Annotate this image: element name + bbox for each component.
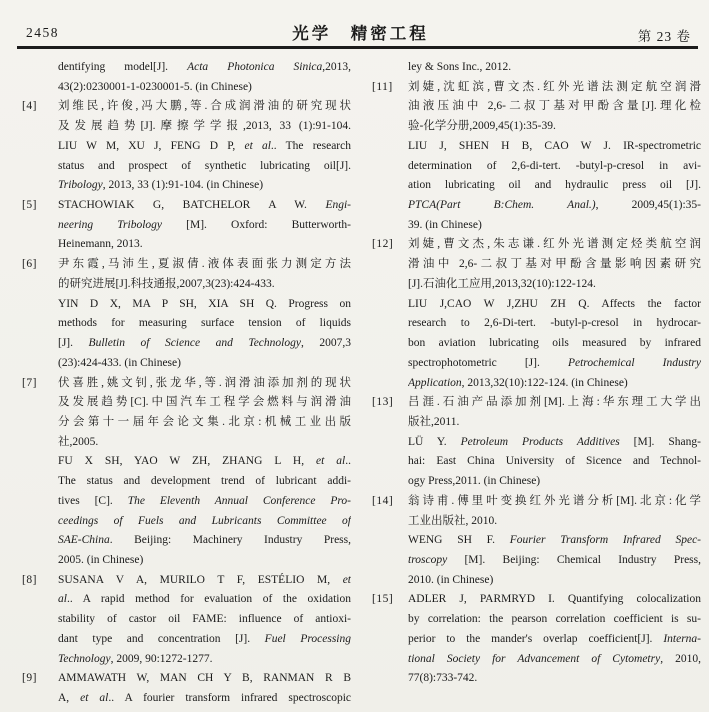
header-rule [17, 46, 698, 49]
reference-number [372, 669, 408, 689]
reference-text: LIU J, SHEN H B, CAO W J. IR-spectrometric [408, 139, 701, 152]
reference-text: 的研究进展[J].科技通报,2007,3(23):424-433. [58, 277, 275, 290]
references-column-left [22, 58, 351, 709]
reference-text: 及发展趋势[J].摩擦学学报,2013, 33 (1):91-104. [58, 120, 351, 133]
reference-line [22, 334, 351, 354]
reference-line [372, 413, 701, 433]
reference-text: bon aviation lubricating oils measured by infrared [408, 337, 701, 350]
reference-text: 刘婕,沈虹滨,曹文杰.红外光谱法测定航空润滑 [408, 80, 701, 93]
reference-text: Heinemann, 2013. [58, 238, 143, 251]
reference-line [22, 433, 351, 453]
reference-text: 吕涯.石油产品添加剂[M].上海:华东理工大学出 [408, 396, 701, 409]
reference-line [22, 413, 351, 433]
reference-text: [J]. Bulletin of Science and Technology, 2007,3 [58, 337, 351, 350]
reference-line [372, 571, 701, 591]
reference-line [22, 630, 351, 650]
reference-text: ation lubricating oil and hydraulic press oil [J]. [408, 179, 701, 192]
reference-text: A, et al.. A fourier transform infrared spectroscopic [58, 692, 351, 704]
reference-line [22, 650, 351, 670]
reference-line [372, 314, 701, 334]
reference-number [372, 314, 408, 334]
reference-line [22, 255, 351, 275]
reference-line [372, 374, 701, 394]
reference-text: ogy Press,2011. (in Chinese) [408, 475, 541, 488]
reference-line [372, 433, 701, 453]
reference-number: [6] [22, 258, 37, 271]
reference-line [22, 590, 351, 610]
reference-line [22, 216, 351, 236]
reference-number [372, 157, 408, 177]
reference-text: 77(8):733-742. [408, 672, 478, 685]
reference-number [372, 610, 408, 630]
reference-line [22, 176, 351, 196]
reference-line [372, 512, 701, 532]
reference-number [372, 551, 408, 571]
reference-line [372, 137, 701, 157]
reference-text: Technology, 2009, 90:1272-1277. [58, 652, 213, 665]
reference-line [22, 354, 351, 374]
reference-number [22, 492, 58, 512]
reference-number [22, 216, 58, 236]
reference-text: hai: East China University of Sicence and Technol- [408, 455, 701, 468]
reference-line [22, 374, 351, 394]
reference-line [372, 650, 701, 670]
reference-number [372, 433, 408, 453]
reference-text: 分会第十一届年会论文集.北京:机械工业出版 [58, 415, 351, 428]
reference-number [372, 295, 408, 315]
reference-number [22, 689, 58, 709]
reference-text: 刘维民,许俊,冯大鹏,等.合成润滑油的研究现状 [58, 100, 351, 113]
reference-line [22, 235, 351, 255]
reference-line [22, 314, 351, 334]
reference-line [22, 117, 351, 137]
reference-number [372, 374, 408, 394]
reference-text: ADLER J, PARMRYD I. Quantifying colocalization [408, 593, 701, 606]
reference-line [372, 610, 701, 630]
reference-number [22, 512, 58, 532]
reference-text: 油液压油中 2,6-二叔丁基对甲酚含量[J].理化检 [408, 100, 701, 113]
reference-line [372, 235, 701, 255]
reference-number [22, 137, 58, 157]
reference-line [22, 137, 351, 157]
reference-number [372, 571, 408, 591]
reference-number: [9] [22, 672, 37, 685]
reference-line [22, 452, 351, 472]
reference-line [372, 275, 701, 295]
reference-number [22, 433, 58, 453]
reference-line [22, 157, 351, 177]
reference-text: 43(2):0230001-1-0230001-5. (in Chinese) [58, 80, 252, 93]
page-header [26, 20, 695, 46]
reference-number [22, 413, 58, 433]
reference-number: [12] [372, 238, 394, 251]
reference-line [22, 58, 351, 78]
reference-text: LIU W M, XU J, FENG D P, et al.. The research [58, 139, 351, 152]
reference-number [372, 413, 408, 433]
reference-number [22, 157, 58, 177]
reference-line [22, 512, 351, 532]
reference-number [22, 58, 58, 78]
reference-number [22, 472, 58, 492]
reference-text: (23):424-433. (in Chinese) [58, 356, 181, 369]
reference-text: 伏喜胜,姚文钊,张龙华,等.润滑油添加剂的现状 [58, 376, 351, 389]
reference-text: troscopy [M]. Beijing: Chemical Industry Press, [408, 553, 701, 566]
reference-number [372, 650, 408, 670]
reference-number [22, 235, 58, 255]
reference-text: stability of castor oil FAME: influence of antioxi- [58, 613, 351, 626]
reference-text: methods for measuring surface tension of liquids [58, 317, 351, 330]
reference-text: SUSANA V A, MURILO T F, ESTÉLIO M, et [58, 573, 351, 586]
reference-line [372, 590, 701, 610]
reference-number [372, 275, 408, 295]
reference-text: 工业出版社, 2010. [408, 514, 498, 527]
reference-line [372, 354, 701, 374]
reference-text: 版社,2011. [408, 415, 460, 428]
reference-line [372, 472, 701, 492]
reference-number [22, 176, 58, 196]
reference-number [372, 472, 408, 492]
reference-text: PTCA(Part B:Chem. Anal.), 2009,45(1):35- [408, 199, 701, 212]
reference-number [372, 176, 408, 196]
reference-line [22, 275, 351, 295]
reference-text: Application, 2013,32(10):122-124. (in Chinese) [408, 376, 628, 389]
reference-line [22, 531, 351, 551]
reference-text: ley & Sons Inc., 2012. [408, 61, 512, 73]
journal-title: 光学 精密工程 [292, 24, 429, 43]
reference-number [372, 196, 408, 216]
page-number: 2458 [26, 25, 59, 40]
reference-number [372, 255, 408, 275]
reference-number: [7] [22, 376, 37, 389]
reference-number: [8] [22, 573, 37, 586]
reference-text: spectrophotometric [J]. Petrochemical Industry [408, 356, 701, 369]
reference-number [22, 551, 58, 571]
reference-line [22, 78, 351, 98]
reference-line [372, 334, 701, 354]
reference-number [372, 630, 408, 650]
reference-number [372, 137, 408, 157]
reference-text: status and prospect of synthetic lubricating oil[J]. [58, 159, 351, 172]
reference-line [372, 216, 701, 236]
reference-text: YIN D X, MA P SH, XIA SH Q. Progress on [58, 297, 351, 310]
reference-number [372, 117, 408, 137]
reference-text: tional Society for Advancement of Cytometry, 2010, [408, 652, 701, 665]
reference-number [22, 452, 58, 472]
reference-number [372, 452, 408, 472]
reference-number [22, 531, 58, 551]
reference-text: neering Tribology [M]. Oxford: Butterworth- [58, 218, 351, 231]
reference-line [372, 97, 701, 117]
reference-number [372, 58, 408, 78]
reference-line [372, 157, 701, 177]
reference-number [22, 650, 58, 670]
reference-number: [11] [372, 80, 393, 93]
reference-text: determination of 2,6-di-tert. -butyl-p-cresol in avi- [408, 159, 701, 172]
reference-number [372, 97, 408, 117]
reference-text: The status and development trend of lubricant addi- [58, 475, 351, 488]
reference-line [22, 196, 351, 216]
reference-number [22, 275, 58, 295]
reference-line [22, 393, 351, 413]
reference-text: 验-化学分册,2009,45(1):35-39. [408, 120, 556, 133]
volume-label: 第 23 卷 [637, 29, 691, 44]
reference-text: 及发展趋势[C].中国汽车工程学会燃料与润滑油 [58, 396, 351, 409]
reference-number [372, 354, 408, 374]
reference-text: LÜ Y. Petroleum Products Additives [M]. Shang- [408, 435, 701, 448]
reference-text: 翁诗甫.傅里叶变换红外光谱分析[M].北京:化学 [408, 494, 701, 507]
reference-line [22, 610, 351, 630]
reference-line [22, 571, 351, 591]
reference-number: [4] [22, 100, 37, 113]
references-column-right [372, 58, 701, 709]
reference-text: FU X SH, YAO W ZH, ZHANG L H, et al.. [58, 455, 351, 468]
reference-text: 2010. (in Chinese) [408, 573, 494, 586]
reference-number [22, 590, 58, 610]
reference-text: al.. A rapid method for evaluation of the oxidation [58, 593, 351, 606]
reference-text: AMMAWATH W, MAN CH Y B, RANMAN R B [58, 672, 351, 685]
reference-line [22, 689, 351, 709]
reference-text: 39. (in Chinese) [408, 218, 482, 231]
reference-line [372, 255, 701, 275]
reference-number [372, 512, 408, 532]
reference-text: 滑油中 2,6-二叔丁基对甲酚含量影响因素研究 [408, 258, 701, 271]
reference-number [372, 334, 408, 354]
reference-line [22, 492, 351, 512]
reference-text: dentifying model[J]. Acta Photonica Sinica,2013, [58, 61, 351, 73]
reference-line [372, 492, 701, 512]
reference-text: research to 2,6-Di-tert. -butyl-p-cresol in hydrocar- [408, 317, 701, 330]
reference-line [372, 58, 701, 78]
reference-number: [15] [372, 593, 394, 606]
reference-line [22, 295, 351, 315]
reference-text: LIU J,CAO W J,ZHU ZH Q. Affects the factor [408, 297, 701, 310]
reference-text: 尹东霞,马沛生,夏淑倩.液体表面张力测定方法 [58, 258, 351, 271]
reference-number [372, 531, 408, 551]
reference-number [22, 314, 58, 334]
reference-number [22, 354, 58, 374]
reference-text: dant type and concentration [J]. Fuel Processing [58, 632, 351, 645]
reference-text: [J].石油化工应用,2013,32(10):122-124. [408, 277, 596, 290]
reference-line [372, 551, 701, 571]
reference-number [22, 117, 58, 137]
reference-number [22, 630, 58, 650]
reference-number [22, 393, 58, 413]
reference-text: ceedings of Fuels and Lubricants Committee of [58, 514, 351, 527]
reference-text: SAE-China. Beijing: Machinery Industry Press, [58, 534, 351, 547]
reference-line [372, 196, 701, 216]
reference-line [372, 78, 701, 98]
reference-text: WENG SH F. Fourier Transform Infrared Spec- [408, 534, 701, 547]
reference-line [372, 531, 701, 551]
reference-text: 2005. (in Chinese) [58, 553, 144, 566]
reference-line [22, 669, 351, 689]
reference-text: 刘婕,曹文杰,朱志谦.红外光谱测定烃类航空润 [408, 238, 701, 251]
reference-number [22, 610, 58, 630]
reference-line [372, 117, 701, 137]
reference-line [372, 393, 701, 413]
reference-text: 社,2005. [58, 435, 99, 448]
reference-number [22, 78, 58, 98]
reference-text: tives [C]. The Eleventh Annual Conference Pro- [58, 494, 351, 507]
reference-text: STACHOWIAK G, BATCHELOR A W. Engi- [58, 199, 351, 212]
reference-number [372, 216, 408, 236]
reference-line [372, 669, 701, 689]
reference-line [372, 452, 701, 472]
reference-line [372, 630, 701, 650]
reference-line [22, 551, 351, 571]
reference-line [372, 176, 701, 196]
references-section [22, 58, 700, 709]
reference-text: perior to the mander's overlap coefficient[J]. Interna- [408, 632, 701, 645]
reference-line [372, 295, 701, 315]
reference-text: by correlation: the pearson correlation coefficient is su- [408, 613, 701, 626]
reference-number: [14] [372, 494, 394, 507]
reference-number: [13] [372, 396, 394, 409]
reference-text: Tribology, 2013, 33 (1):91-104. (in Chinese) [58, 179, 264, 192]
reference-number: [5] [22, 199, 37, 212]
reference-number [22, 295, 58, 315]
reference-line [22, 97, 351, 117]
reference-number [22, 334, 58, 354]
reference-line [22, 472, 351, 492]
